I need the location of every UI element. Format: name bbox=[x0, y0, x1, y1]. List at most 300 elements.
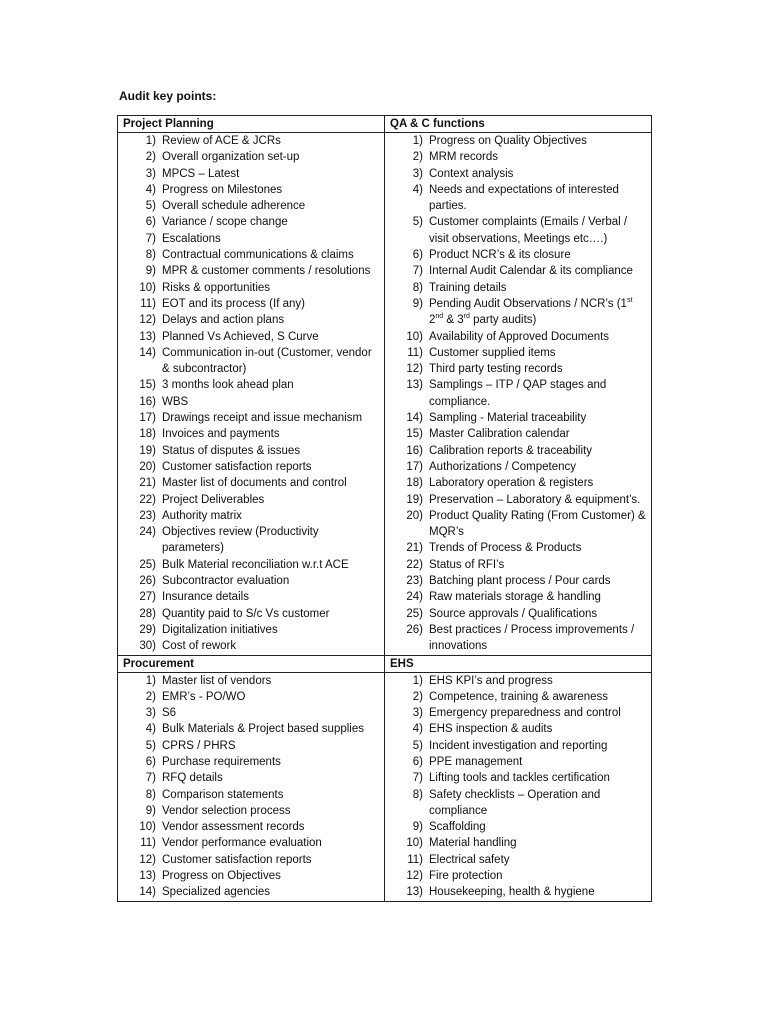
list-item-number: 3) bbox=[412, 707, 423, 720]
text-segment: Sampling - Material traceability bbox=[429, 412, 587, 425]
list-item bbox=[118, 508, 380, 524]
list-item bbox=[118, 835, 380, 851]
list-item-text bbox=[162, 638, 380, 654]
list-item bbox=[118, 868, 380, 884]
list-item-text bbox=[162, 231, 380, 247]
list-item bbox=[118, 705, 380, 721]
list-item-text bbox=[162, 166, 380, 182]
text-segment: Master list of vendors bbox=[162, 674, 272, 687]
text-segment: Subcontractor evaluation bbox=[162, 575, 290, 588]
list-item-number: 8) bbox=[412, 281, 423, 294]
list-item-text bbox=[429, 557, 647, 573]
text-segment: Scaffolding bbox=[429, 821, 486, 834]
text-segment: Fire protection bbox=[429, 870, 503, 883]
list-item bbox=[385, 606, 647, 622]
list-item-number: 3) bbox=[145, 167, 156, 180]
list-item-text bbox=[162, 296, 380, 312]
list-item-number: 19) bbox=[406, 493, 423, 506]
list-item-number: 8) bbox=[145, 788, 156, 801]
list-item-text bbox=[162, 754, 380, 770]
text-segment: Master list of documents and control bbox=[162, 477, 347, 490]
list-item-text bbox=[429, 410, 647, 426]
text-segment: Preservation – Laboratory & equipment’s. bbox=[429, 493, 641, 506]
list-item-text bbox=[429, 377, 647, 410]
list-item-number: 4) bbox=[145, 723, 156, 736]
text-segment: Samplings – ITP / QAP stages and compliance. bbox=[429, 379, 607, 408]
list-item-number: 2) bbox=[412, 151, 423, 164]
text-segment: Trends of Process & Products bbox=[429, 542, 582, 555]
list-item-text bbox=[429, 296, 647, 329]
list-item-text bbox=[429, 787, 647, 820]
list-item bbox=[118, 492, 380, 508]
list-item bbox=[385, 589, 647, 605]
list-item-text bbox=[429, 852, 647, 868]
list-item-number: 10) bbox=[406, 330, 423, 343]
list-item-text bbox=[429, 280, 647, 296]
text-segment: Customer complaints (Emails / Verbal / visit observations, Meetings etc….) bbox=[429, 216, 628, 245]
list-item bbox=[385, 738, 647, 754]
list-item-text bbox=[429, 475, 647, 491]
list-item bbox=[385, 884, 647, 900]
header-row-top bbox=[118, 116, 652, 133]
list-item bbox=[118, 394, 380, 410]
text-segment: Best practices / Process improvements / innovations bbox=[429, 623, 635, 653]
list-item-text bbox=[162, 705, 380, 721]
list-item-text bbox=[429, 133, 647, 149]
list-item-text bbox=[429, 149, 647, 165]
list-item bbox=[385, 263, 647, 279]
procurement-cell bbox=[118, 672, 385, 901]
list-item-number: 2) bbox=[412, 690, 423, 703]
text-segment: Delays and action plans bbox=[162, 314, 285, 327]
list-item-number: 7) bbox=[412, 265, 423, 278]
list-item bbox=[118, 296, 380, 312]
list-item-text bbox=[162, 410, 380, 426]
list-item bbox=[118, 263, 380, 279]
list-item bbox=[118, 133, 380, 149]
text-segment: 3 months look ahead plan bbox=[162, 379, 294, 392]
list-item-number: 16) bbox=[139, 395, 156, 408]
list-item-number: 7) bbox=[412, 772, 423, 785]
list-item-number: 12) bbox=[406, 870, 423, 883]
list-item-number: 17) bbox=[406, 460, 423, 473]
list-item-number: 1) bbox=[145, 135, 156, 147]
procurement-list bbox=[118, 673, 380, 901]
text-segment: Competence, training & awareness bbox=[429, 690, 608, 703]
text-segment: Overall organization set-up bbox=[162, 151, 300, 164]
list-item-number: 9) bbox=[145, 265, 156, 278]
header-row-bottom bbox=[118, 655, 652, 672]
text-segment: Material handling bbox=[429, 837, 517, 850]
list-item bbox=[118, 280, 380, 296]
list-item bbox=[118, 312, 380, 328]
text-segment: Authorizations / Competency bbox=[429, 460, 577, 473]
text-segment: Availability of Approved Documents bbox=[429, 330, 610, 343]
list-item-number: 6) bbox=[145, 216, 156, 229]
list-item-number: 1) bbox=[412, 135, 423, 147]
qa-c-list bbox=[385, 133, 647, 655]
ordinal-suffix: rd bbox=[463, 313, 470, 321]
list-item-text bbox=[162, 475, 380, 491]
text-segment: Context analysis bbox=[429, 167, 514, 180]
list-item bbox=[385, 280, 647, 296]
text-segment: Bulk Materials & Project based supplies bbox=[162, 723, 364, 736]
list-item-text bbox=[429, 738, 647, 754]
list-item-number: 6) bbox=[412, 755, 423, 768]
list-item-text bbox=[429, 689, 647, 705]
text-segment: Communication in-out (Customer, vendor & subcontractor) bbox=[162, 346, 372, 376]
list-item-number: 5) bbox=[412, 216, 423, 229]
list-item-text bbox=[429, 868, 647, 884]
list-item-text bbox=[162, 394, 380, 410]
list-item bbox=[385, 540, 647, 556]
text-segment: & 3 bbox=[443, 314, 464, 327]
list-item-number: 9) bbox=[145, 804, 156, 817]
text-segment: EHS inspection & audits bbox=[429, 723, 553, 736]
text-segment: Status of disputes & issues bbox=[162, 444, 301, 457]
text-segment: 2 bbox=[429, 314, 436, 327]
list-item-number: 10) bbox=[139, 821, 156, 834]
list-item bbox=[118, 166, 380, 182]
list-item bbox=[385, 705, 647, 721]
text-segment: Comparison statements bbox=[162, 788, 284, 801]
text-segment: Customer satisfaction reports bbox=[162, 460, 312, 473]
list-item-text bbox=[162, 606, 380, 622]
list-item-text bbox=[429, 884, 647, 900]
list-item-number: 4) bbox=[412, 183, 423, 196]
list-item-text bbox=[162, 247, 380, 263]
list-item-number: 19) bbox=[139, 444, 156, 457]
text-segment: Digitalization initiatives bbox=[162, 623, 278, 636]
list-item bbox=[385, 182, 647, 215]
list-item-number: 13) bbox=[406, 886, 423, 899]
list-item-text bbox=[162, 345, 380, 378]
list-item-number: 11) bbox=[140, 297, 156, 310]
text-segment: Third party testing records bbox=[429, 363, 563, 376]
list-item-number: 10) bbox=[139, 281, 156, 294]
text-segment: Laboratory operation & registers bbox=[429, 477, 594, 490]
ordinal-suffix: nd bbox=[435, 313, 444, 321]
list-item-number: 13) bbox=[139, 330, 156, 343]
list-item bbox=[118, 377, 380, 393]
text-segment: Authority matrix bbox=[162, 509, 242, 522]
list-item-text bbox=[162, 329, 380, 345]
list-item-text bbox=[429, 589, 647, 605]
list-item-text bbox=[429, 263, 647, 279]
text-segment: Raw materials storage & handling bbox=[429, 591, 601, 604]
list-item-text bbox=[162, 214, 380, 230]
list-item-text bbox=[429, 214, 647, 247]
list-item bbox=[118, 721, 380, 737]
list-item bbox=[118, 231, 380, 247]
list-item bbox=[385, 377, 647, 410]
list-item-number: 25) bbox=[139, 558, 156, 571]
text-segment: Product NCR’s & its closure bbox=[429, 249, 571, 262]
text-segment: Bulk Material reconciliation w.r.t ACE bbox=[162, 558, 349, 571]
list-item bbox=[385, 443, 647, 459]
content-row-top bbox=[118, 133, 652, 656]
list-item-number: 3) bbox=[412, 167, 423, 180]
list-item-number: 11) bbox=[407, 853, 423, 866]
list-item bbox=[385, 819, 647, 835]
text-segment: Batching plant process / Pour cards bbox=[429, 575, 611, 588]
text-segment: MPCS – Latest bbox=[162, 167, 240, 180]
list-item-number: 26) bbox=[139, 575, 156, 588]
text-segment: Cost of rework bbox=[162, 640, 237, 653]
text-segment: party audits) bbox=[469, 314, 537, 327]
list-item-text bbox=[429, 770, 647, 786]
list-item-text bbox=[429, 673, 647, 689]
list-item bbox=[385, 410, 647, 426]
text-segment: Drawings receipt and issue mechanism bbox=[162, 412, 363, 425]
list-item bbox=[118, 589, 380, 605]
list-item-text bbox=[429, 754, 647, 770]
text-segment: Variance / scope change bbox=[162, 216, 288, 229]
list-item bbox=[118, 329, 380, 345]
text-segment: Needs and expectations of interested parties. bbox=[429, 183, 619, 213]
text-segment: Housekeeping, health & hygiene bbox=[429, 886, 595, 899]
list-item-text bbox=[162, 673, 380, 689]
list-item bbox=[118, 622, 380, 638]
text-segment: MRM records bbox=[429, 151, 499, 164]
list-item-number: 16) bbox=[406, 444, 423, 457]
list-item-number: 2) bbox=[145, 151, 156, 164]
list-item-text bbox=[429, 573, 647, 589]
list-item bbox=[385, 247, 647, 263]
text-segment: MPR & customer comments / resolutions bbox=[162, 265, 371, 278]
project-planning-list bbox=[118, 133, 380, 655]
list-item bbox=[385, 868, 647, 884]
list-item-number: 2) bbox=[145, 690, 156, 703]
list-item-text bbox=[162, 689, 380, 705]
list-item-number: 12) bbox=[139, 314, 156, 327]
list-item-text bbox=[162, 492, 380, 508]
list-item bbox=[118, 524, 380, 557]
list-item-number: 5) bbox=[412, 739, 423, 752]
text-segment: CPRS / PHRS bbox=[162, 739, 236, 752]
list-item bbox=[385, 149, 647, 165]
list-item-text bbox=[429, 835, 647, 851]
list-item-number: 7) bbox=[145, 232, 156, 245]
qa-c-cell bbox=[385, 133, 652, 656]
list-item-number: 6) bbox=[145, 755, 156, 768]
list-item-number: 9) bbox=[412, 821, 423, 834]
list-item-number: 21) bbox=[139, 477, 156, 490]
list-item bbox=[385, 459, 647, 475]
list-item bbox=[385, 361, 647, 377]
text-segment: Emergency preparedness and control bbox=[429, 707, 621, 720]
text-segment: RFQ details bbox=[162, 772, 223, 785]
list-item-text bbox=[429, 819, 647, 835]
list-item-number: 9) bbox=[412, 297, 423, 310]
qa-c-heading: QA & C functions bbox=[385, 116, 652, 133]
list-item bbox=[385, 426, 647, 442]
procurement-heading: Procurement bbox=[118, 655, 385, 672]
list-item-number: 1) bbox=[412, 674, 423, 687]
list-item bbox=[385, 296, 647, 329]
list-item bbox=[118, 819, 380, 835]
text-segment: Quantity paid to S/c Vs customer bbox=[162, 607, 330, 620]
list-item bbox=[385, 787, 647, 820]
list-item-text bbox=[429, 329, 647, 345]
text-segment: S6 bbox=[162, 707, 177, 720]
list-item bbox=[385, 622, 647, 655]
list-item bbox=[118, 557, 380, 573]
list-item-number: 6) bbox=[412, 249, 423, 262]
list-item bbox=[385, 573, 647, 589]
text-segment: Purchase requirements bbox=[162, 755, 281, 768]
text-segment: Vendor selection process bbox=[162, 804, 291, 817]
list-item bbox=[118, 426, 380, 442]
list-item bbox=[118, 852, 380, 868]
list-item-text bbox=[429, 361, 647, 377]
list-item-text bbox=[162, 835, 380, 851]
text-segment: Progress on Milestones bbox=[162, 183, 283, 196]
project-planning-heading: Project Planning bbox=[118, 116, 385, 133]
list-item bbox=[118, 573, 380, 589]
list-item bbox=[118, 606, 380, 622]
list-item-text bbox=[429, 508, 647, 541]
list-item-text bbox=[162, 149, 380, 165]
text-segment: Vendor performance evaluation bbox=[162, 837, 322, 850]
list-item bbox=[118, 754, 380, 770]
text-segment: Calibration reports & traceability bbox=[429, 444, 592, 457]
list-item-text bbox=[162, 884, 380, 900]
list-item-number: 23) bbox=[406, 575, 423, 588]
list-item bbox=[118, 787, 380, 803]
list-item-number: 10) bbox=[406, 837, 423, 850]
text-segment: Overall schedule adherence bbox=[162, 200, 306, 213]
list-item bbox=[118, 475, 380, 491]
list-item bbox=[118, 182, 380, 198]
list-item-number: 11) bbox=[140, 837, 156, 850]
list-item-text bbox=[162, 819, 380, 835]
list-item bbox=[118, 443, 380, 459]
text-segment: EHS KPI’s and progress bbox=[429, 674, 553, 687]
list-item-number: 29) bbox=[139, 623, 156, 636]
list-item bbox=[385, 345, 647, 361]
list-item-text bbox=[429, 426, 647, 442]
list-item-text bbox=[162, 459, 380, 475]
list-item bbox=[118, 673, 380, 689]
text-segment: Product Quality Rating (From Customer) & MQR’s bbox=[429, 509, 646, 539]
list-item-text bbox=[162, 622, 380, 638]
list-item-text bbox=[162, 573, 380, 589]
text-segment: Safety checklists – Operation and compliance bbox=[429, 788, 601, 817]
page-title: Audit key points: bbox=[119, 89, 217, 103]
text-segment: Escalations bbox=[162, 232, 221, 245]
list-item-number: 8) bbox=[412, 788, 423, 801]
list-item bbox=[385, 721, 647, 737]
list-item-number: 27) bbox=[139, 591, 156, 604]
list-item-text bbox=[429, 182, 647, 215]
list-item-number: 14) bbox=[139, 346, 156, 359]
list-item bbox=[385, 689, 647, 705]
list-item bbox=[385, 214, 647, 247]
list-item-text bbox=[162, 589, 380, 605]
text-segment: EOT and its process (If any) bbox=[162, 297, 305, 310]
text-segment: Objectives review (Productivity parameters) bbox=[162, 526, 319, 555]
list-item bbox=[118, 214, 380, 230]
list-item bbox=[385, 475, 647, 491]
list-item-text bbox=[162, 133, 380, 149]
list-item-text bbox=[162, 787, 380, 803]
list-item bbox=[118, 459, 380, 475]
text-segment: Pending Audit Observations / NCR’s (1 bbox=[429, 297, 627, 310]
text-segment: Customer supplied items bbox=[429, 346, 556, 359]
list-item-number: 13) bbox=[139, 870, 156, 883]
text-segment: Planned Vs Achieved, S Curve bbox=[162, 330, 319, 343]
list-item bbox=[118, 198, 380, 214]
list-item bbox=[385, 835, 647, 851]
list-item-number: 13) bbox=[406, 379, 423, 392]
list-item-text bbox=[429, 492, 647, 508]
list-item-text bbox=[162, 377, 380, 393]
list-item-number: 18) bbox=[406, 477, 423, 490]
list-item-text bbox=[162, 443, 380, 459]
list-item-text bbox=[162, 557, 380, 573]
list-item bbox=[118, 770, 380, 786]
text-segment: Vendor assessment records bbox=[162, 821, 305, 834]
list-item-text bbox=[162, 738, 380, 754]
text-segment: Insurance details bbox=[162, 591, 249, 604]
list-item-number: 12) bbox=[406, 363, 423, 376]
list-item bbox=[385, 508, 647, 541]
list-item-number: 3) bbox=[145, 707, 156, 720]
text-segment: Internal Audit Calendar & its compliance bbox=[429, 265, 633, 278]
list-item-text bbox=[429, 459, 647, 475]
list-item-number: 17) bbox=[139, 412, 156, 425]
list-item bbox=[385, 557, 647, 573]
text-segment: Lifting tools and tackles certification bbox=[429, 772, 610, 785]
list-item bbox=[385, 133, 647, 149]
list-item-number: 30) bbox=[139, 640, 156, 653]
list-item-text bbox=[429, 443, 647, 459]
list-item-number: 4) bbox=[412, 723, 423, 736]
text-segment: Training details bbox=[429, 281, 507, 294]
list-item-number: 12) bbox=[139, 853, 156, 866]
list-item bbox=[385, 329, 647, 345]
list-item-text bbox=[162, 263, 380, 279]
text-segment: Risks & opportunities bbox=[162, 281, 271, 294]
list-item bbox=[385, 166, 647, 182]
list-item bbox=[385, 770, 647, 786]
text-segment: Contractual communications & claims bbox=[162, 249, 354, 262]
list-item-text bbox=[162, 721, 380, 737]
audit-table bbox=[117, 115, 652, 902]
list-item-text bbox=[162, 182, 380, 198]
list-item-number: 5) bbox=[145, 739, 156, 752]
list-item-text bbox=[429, 721, 647, 737]
list-item-text bbox=[162, 312, 380, 328]
ordinal-suffix: st bbox=[626, 297, 633, 305]
list-item-number: 23) bbox=[139, 509, 156, 522]
text-segment: Source approvals / Qualifications bbox=[429, 607, 598, 620]
list-item-number: 11) bbox=[407, 346, 423, 359]
ehs-heading: EHS bbox=[385, 655, 652, 672]
list-item-text bbox=[162, 803, 380, 819]
list-item-number: 14) bbox=[406, 412, 423, 425]
text-segment: Project Deliverables bbox=[162, 493, 265, 506]
text-segment: PPE management bbox=[429, 755, 523, 768]
list-item bbox=[118, 149, 380, 165]
list-item-number: 14) bbox=[139, 886, 156, 899]
list-item bbox=[118, 345, 380, 378]
text-segment: Invoices and payments bbox=[162, 428, 280, 441]
list-item-text bbox=[162, 280, 380, 296]
list-item-number: 15) bbox=[139, 379, 156, 392]
list-item-text bbox=[429, 540, 647, 556]
